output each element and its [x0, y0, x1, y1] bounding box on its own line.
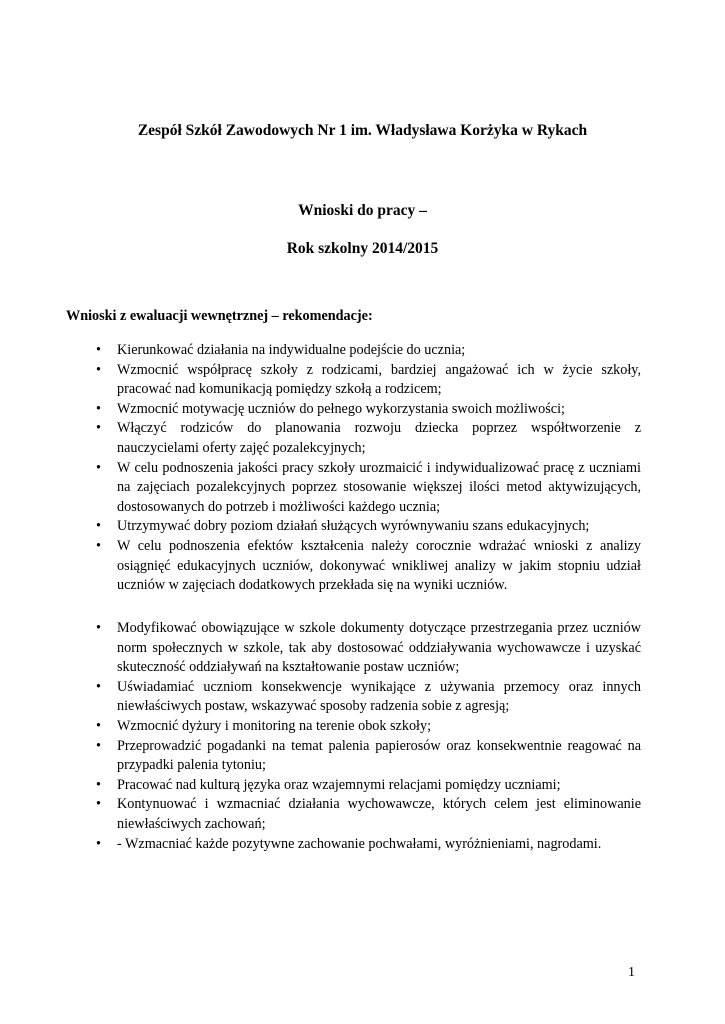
list-item: [96, 419, 641, 458]
school-name: Zespół Szkół Zawodowych Nr 1 im. Władysława Korżyka w Rykach: [137, 122, 588, 139]
bullet-icon: •: [96, 518, 101, 535]
bullet-icon: •: [96, 342, 101, 358]
list-item-text: W celu podnoszenia efektów kształcenia należy corocznie wdrażać wnioski z analizy osiągnięć edukacyjnych uczniów, dokonywać wnikliwej analizy w jakim stopniu udział uczniów w zajęciach dodatkowych przekłada się na wyniki uczniów.: [117, 537, 641, 594]
list-item-text: Wzmocnić współpracę szkoły z rodzicami, bardziej angażować ich w życie szkoły, pracować nad komunikacją pomiędzy szkołą a rodzicem;: [117, 361, 641, 398]
list-item-text: - Wzmacniać każde pozytywne zachowanie pochwałami, wyróżnieniami, nagrodami.: [117, 835, 602, 852]
bullet-icon: •: [96, 776, 101, 793]
recommendations-list-2: [96, 619, 641, 854]
list-item-text: Modyfikować obowiązujące w szkole dokumenty dotyczące przestrzegania przez uczniów norm społecznych w szkole, tak aby dostosować oddziaływania wychowawcze i uzyskać skuteczność oddziaływań na kształtowanie postaw uczniów;: [117, 620, 641, 676]
list-item: [96, 517, 641, 537]
list-item-text: W celu podnoszenia jakości pracy szkoły urozmaicić i indywidualizować pracę z uczniami na zajęciach pozalekcyjnych poprzez stosowanie większej ilości metod aktywizujących, dostosowanych do potrzeb i możliwości każdego ucznia;: [117, 459, 641, 515]
list-item-text: Włączyć rodziców do planowania rozwoju dziecka poprzez współtworzenie z nauczycielami oferty zajęć pozalekcyjnych;: [117, 420, 641, 456]
bullet-icon: •: [96, 459, 101, 476]
list-item: [96, 795, 641, 834]
list-item-text: Kierunkować działania na indywidualne podejście do ucznia;: [117, 342, 466, 358]
bullet-icon: •: [96, 420, 101, 437]
bullet-icon: •: [96, 537, 101, 554]
bullet-icon: •: [96, 400, 101, 417]
list-item-text: Uświadamiać uczniom konsekwencje wynikające z używania przemocy oraz innych niewłaściwych postaw, wskazywać sposoby radzenia sobie z agresją;: [117, 678, 641, 715]
bullet-icon: •: [96, 620, 101, 636]
list-item-text: Kontynuować i wzmacniać działania wychowawcze, których celem jest eliminowanie niewłaściwych zachowań;: [117, 796, 641, 832]
recommendations-list-1: [96, 341, 641, 596]
list-item-text: Pracować nad kulturą języka oraz wzajemnymi relacjami pomiędzy uczniami;: [117, 776, 561, 793]
list-item-text: Wzmocnić dyżury i monitoring na terenie obok szkoły;: [117, 717, 432, 734]
list-item: [96, 341, 641, 361]
list-item: [96, 619, 641, 678]
list-item-text: Przeprowadzić pogadanki na temat palenia papierosów oraz konsekwentnie reagować na przypadki palenia tytoniu;: [117, 737, 641, 774]
school-year: Rok szkolny 2014/2015: [286, 240, 439, 257]
list-item: [96, 678, 641, 717]
bullet-icon: •: [96, 737, 101, 754]
bullet-icon: •: [96, 717, 101, 734]
list-item: [96, 776, 641, 796]
page-number: 1: [628, 965, 635, 980]
list-item-text: Wzmocnić motywację uczniów do pełnego wykorzystania swoich możliwości;: [117, 400, 565, 417]
list-item-text: Utrzymywać dobry poziom działań służących wyrównywaniu szans edukacyjnych;: [117, 518, 590, 535]
bullet-icon: •: [96, 361, 101, 378]
document-title: Wnioski do pracy –: [298, 202, 427, 219]
list-item: [96, 717, 641, 737]
bullet-icon: •: [96, 796, 101, 813]
bullet-icon: •: [96, 678, 101, 695]
list-item: [96, 737, 641, 776]
section-heading: Wnioski z ewaluacji wewnętrznej – rekomendacje:: [66, 308, 373, 324]
list-item: [96, 400, 641, 420]
list-item: [96, 459, 641, 518]
list-item: [96, 835, 641, 855]
list-item: [96, 537, 641, 596]
bullet-icon: •: [96, 835, 101, 852]
list-item: [96, 361, 641, 400]
